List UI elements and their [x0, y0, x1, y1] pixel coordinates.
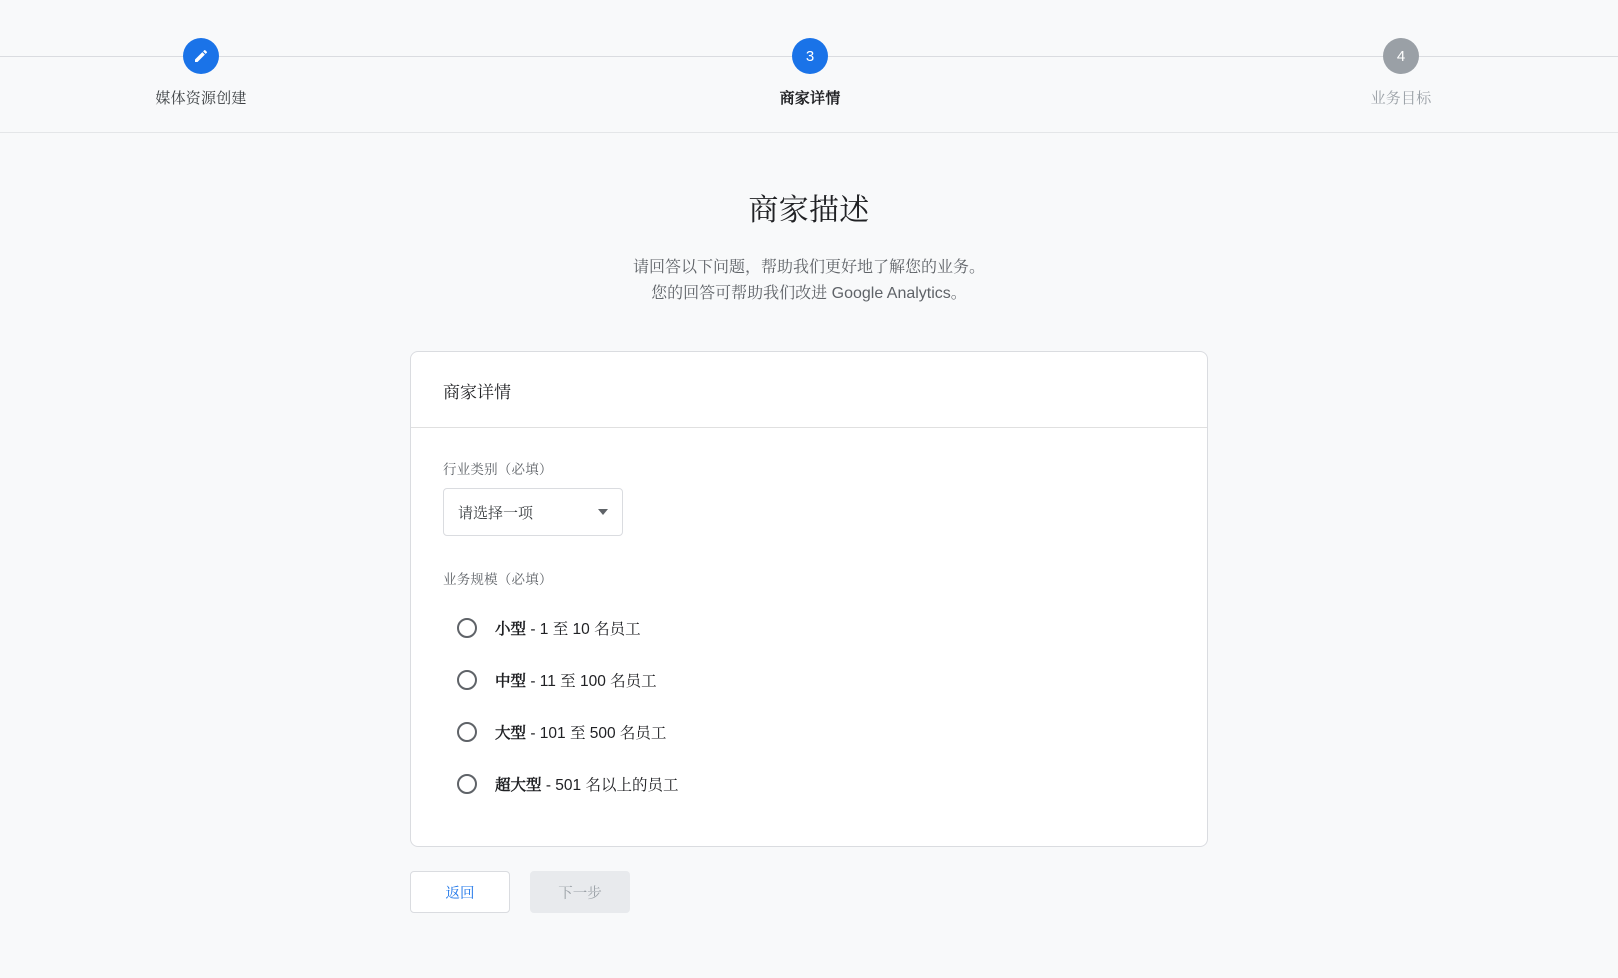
progress-stepper — [0, 0, 1618, 133]
industry-category-label: 行业类别（必填） — [443, 462, 553, 477]
step-2-badge: 3 — [792, 38, 828, 74]
radio-label-strong: 超大型 — [495, 777, 542, 794]
next-button[interactable]: 下一步 — [530, 871, 630, 913]
business-size-label: 业务规模（必填） — [443, 572, 553, 587]
radio-label-rest: - 101 至 500 名员工 — [526, 725, 667, 742]
step-property-creation[interactable] — [81, 38, 321, 108]
back-button[interactable]: 返回 — [410, 871, 510, 913]
pencil-icon — [193, 48, 209, 64]
card-title: 商家详情 — [411, 352, 1207, 428]
radio-option-small[interactable] — [443, 602, 1175, 654]
industry-category-select[interactable] — [443, 488, 623, 536]
industry-category-value: 请选择一项 — [458, 504, 534, 522]
radio-label — [495, 669, 657, 691]
chevron-down-icon — [598, 509, 608, 515]
radio-label-strong: 大型 — [495, 725, 527, 742]
step-3-label: 业务目标 — [1370, 90, 1432, 107]
step-1-label: 媒体资源创建 — [155, 90, 247, 107]
page-subtitle — [0, 255, 1618, 307]
main-content — [0, 133, 1618, 913]
radio-label-strong: 中型 — [495, 673, 527, 690]
radio-label — [495, 617, 641, 639]
radio-icon[interactable] — [457, 670, 477, 690]
step-business-objectives[interactable] — [1281, 38, 1521, 108]
radio-icon[interactable] — [457, 618, 477, 638]
business-details-card — [410, 351, 1208, 847]
radio-option-medium[interactable] — [443, 654, 1175, 706]
step-business-details[interactable] — [690, 38, 930, 108]
page-title: 商家描述 — [748, 194, 870, 227]
radio-icon[interactable] — [457, 774, 477, 794]
radio-label — [495, 773, 678, 795]
card-body — [411, 428, 1207, 846]
page-subtitle-line-1: 请回答以下问题，帮助我们更好地了解您的业务。 — [632, 259, 985, 276]
radio-icon[interactable] — [457, 722, 477, 742]
form-actions — [410, 871, 1208, 913]
step-3-badge: 4 — [1383, 38, 1419, 74]
page-subtitle-line-2: 您的回答可帮助我们改进 Google Analytics。 — [651, 285, 967, 302]
step-2-label: 商家详情 — [779, 90, 841, 107]
radio-label — [495, 721, 666, 743]
radio-label-strong: 小型 — [495, 621, 527, 638]
business-size-radio-group — [443, 602, 1175, 810]
radio-option-extra-large[interactable] — [443, 758, 1175, 810]
radio-label-rest: - 1 至 10 名员工 — [526, 621, 641, 638]
step-1-badge — [183, 38, 219, 74]
radio-option-large[interactable] — [443, 706, 1175, 758]
radio-label-rest: - 11 至 100 名员工 — [526, 673, 657, 690]
radio-label-rest: - 501 名以上的员工 — [541, 777, 679, 794]
